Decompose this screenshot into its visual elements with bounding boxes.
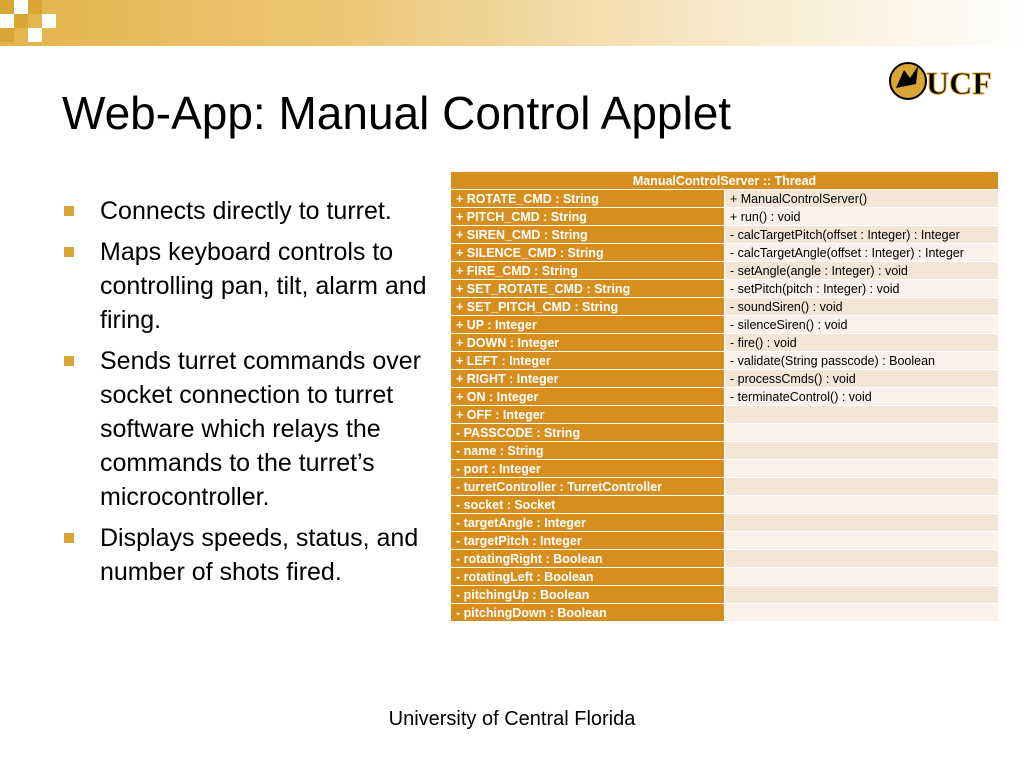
uml-row: [451, 298, 999, 316]
slide-footer: University of Central Florida: [388, 708, 636, 730]
uml-operation: [725, 568, 999, 586]
uml-operation: - calcTargetAngle(offset : Integer) : Integer: [725, 244, 999, 262]
uml-row: [451, 550, 999, 568]
uml-attribute: - socket : Socket: [451, 496, 725, 514]
uml-attribute: - rotatingRight : Boolean: [451, 550, 725, 568]
uml-attribute: - targetPitch : Integer: [451, 532, 725, 550]
deco-square: [0, 14, 14, 28]
uml-operation: [725, 514, 999, 532]
deco-square: [14, 0, 28, 14]
uml-row: [451, 370, 999, 388]
bullet-square-icon: [64, 356, 74, 366]
uml-row: [451, 424, 999, 442]
bullet-item: [62, 521, 434, 589]
uml-row: [451, 586, 999, 604]
header-band: [0, 0, 1024, 46]
bullet-item: [62, 235, 434, 337]
bullet-text: Maps keyboard controls to controlling pan, tilt, alarm and firing.: [100, 238, 427, 334]
uml-attribute: - PASSCODE : String: [451, 424, 725, 442]
uml-operation: - calcTargetPitch(offset : Integer) : Integer: [725, 226, 999, 244]
uml-row: [451, 442, 999, 460]
uml-row: [451, 388, 999, 406]
uml-operation: - setPitch(pitch : Integer) : void: [725, 280, 999, 298]
uml-operation: - setAngle(angle : Integer) : void: [725, 262, 999, 280]
uml-row: [451, 604, 999, 622]
uml-operation: - validate(String passcode) : Boolean: [725, 352, 999, 370]
uml-row: [451, 280, 999, 298]
uml-operation: - silenceSiren() : void: [725, 316, 999, 334]
bullet-square-icon: [64, 247, 74, 257]
uml-row: [451, 208, 999, 226]
uml-class-table: [450, 171, 999, 622]
bullet-list: [62, 194, 434, 596]
uml-attribute: + FIRE_CMD : String: [451, 262, 725, 280]
uml-operation: [725, 406, 999, 424]
uml-operation: [725, 460, 999, 478]
uml-operation: + run() : void: [725, 208, 999, 226]
uml-attribute: - port : Integer: [451, 460, 725, 478]
uml-attribute: + SILENCE_CMD : String: [451, 244, 725, 262]
uml-operation: [725, 604, 999, 622]
bullet-text: Connects directly to turret.: [100, 197, 392, 225]
uml-operation: [725, 424, 999, 442]
uml-row: [451, 532, 999, 550]
bullet-text: Sends turret commands over socket connection to turret software which relays the commands to the turret’s microcontroller.: [100, 347, 421, 511]
uml-operation: - soundSiren() : void: [725, 298, 999, 316]
uml-attribute: + SET_ROTATE_CMD : String: [451, 280, 725, 298]
uml-attribute: - pitchingUp : Boolean: [451, 586, 725, 604]
uml-row: [451, 262, 999, 280]
uml-row: [451, 334, 999, 352]
uml-operation: - fire() : void: [725, 334, 999, 352]
uml-body: [451, 190, 999, 622]
bullet-square-icon: [64, 533, 74, 543]
uml-attribute: + UP : Integer: [451, 316, 725, 334]
uml-attribute: + SET_PITCH_CMD : String: [451, 298, 725, 316]
uml-row: [451, 190, 999, 208]
uml-attribute: - targetAngle : Integer: [451, 514, 725, 532]
uml-attribute: + DOWN : Integer: [451, 334, 725, 352]
bullet-text: Displays speeds, status, and number of shots fired.: [100, 524, 419, 586]
uml-row: [451, 226, 999, 244]
uml-attribute: - turretController : TurretController: [451, 478, 725, 496]
uml-row: [451, 568, 999, 586]
uml-attribute: + SIREN_CMD : String: [451, 226, 725, 244]
svg-text:UCF: UCF: [926, 65, 992, 101]
uml-operation: [725, 496, 999, 514]
uml-attribute: + PITCH_CMD : String: [451, 208, 725, 226]
deco-square: [28, 28, 42, 42]
uml-attribute: + LEFT : Integer: [451, 352, 725, 370]
uml-attribute: - name : String: [451, 442, 725, 460]
uml-attribute: + ROTATE_CMD : String: [451, 190, 725, 208]
deco-square: [14, 14, 28, 28]
uml-operation: [725, 550, 999, 568]
bullet-square-icon: [64, 206, 74, 216]
uml-row: [451, 406, 999, 424]
uml-operation: [725, 532, 999, 550]
uml-attribute: + OFF : Integer: [451, 406, 725, 424]
slide-title: Web-App: Manual Control Applet: [62, 87, 732, 139]
uml-attribute: + ON : Integer: [451, 388, 725, 406]
uml-attribute: + RIGHT : Integer: [451, 370, 725, 388]
deco-square: [0, 0, 14, 14]
deco-square: [28, 0, 42, 14]
uml-operation: [725, 586, 999, 604]
bullet-item: [62, 344, 434, 514]
uml-attribute: - rotatingLeft : Boolean: [451, 568, 725, 586]
uml-operation: + ManualControlServer(): [725, 190, 999, 208]
uml-class-name: ManualControlServer :: Thread: [451, 172, 999, 190]
uml-row: [451, 496, 999, 514]
uml-operation: [725, 478, 999, 496]
uml-row: [451, 352, 999, 370]
uml-row: [451, 460, 999, 478]
uml-operation: - processCmds() : void: [725, 370, 999, 388]
pegasus-icon: [890, 63, 926, 99]
bullet-item: [62, 194, 434, 228]
uml-attribute: - pitchingDown : Boolean: [451, 604, 725, 622]
uml-header-row: [451, 172, 999, 190]
uml-row: [451, 478, 999, 496]
uml-row: [451, 316, 999, 334]
uml-row: [451, 244, 999, 262]
uml-operation: - terminateControl() : void: [725, 388, 999, 406]
deco-square: [0, 28, 14, 42]
ucf-logo: [886, 58, 998, 104]
uml-operation: [725, 442, 999, 460]
uml-row: [451, 514, 999, 532]
deco-square: [42, 14, 56, 28]
